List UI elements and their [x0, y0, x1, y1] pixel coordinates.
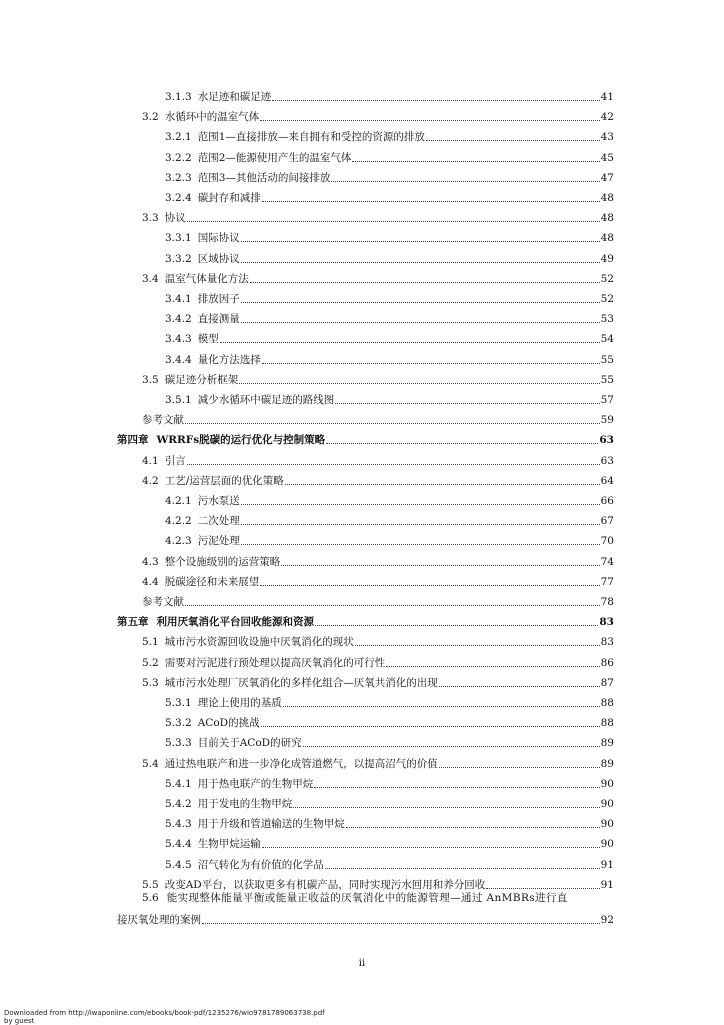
toc-entry[interactable]: [165, 230, 614, 245]
toc-leader-dots: [202, 909, 600, 924]
toc-leader-dots: [283, 692, 600, 707]
toc-entry-number: 3.2: [142, 111, 159, 124]
toc-entry-title: 污泥处理: [197, 535, 240, 548]
toc-entry[interactable]: [142, 756, 614, 771]
toc-entry-page: 83: [599, 616, 614, 629]
toc-entry-page: 87: [600, 676, 614, 689]
toc-entry-title: 污水泵送: [197, 495, 240, 507]
toc-entry-title: 需要对污泥进行预处理以提高厌氧消化的可行性: [164, 656, 386, 669]
toc-entry[interactable]: [165, 796, 614, 811]
toc-entry-page: 89: [600, 757, 614, 770]
toc-entry-page: 86: [600, 656, 614, 669]
toc-leader-dots: [262, 349, 600, 364]
toc-leader-dots: [261, 712, 600, 727]
toc-entry[interactable]: [165, 129, 614, 144]
toc-entry[interactable]: [142, 271, 614, 286]
toc-entry-page: 47: [600, 171, 614, 184]
footer-guest-line: by guest: [4, 1017, 35, 1025]
toc-leader-dots: [239, 369, 599, 384]
toc-entry-page: 43: [600, 131, 614, 144]
toc-leader-dots: [262, 833, 600, 848]
toc-entry-page: 83: [600, 636, 614, 649]
toc-entry-title: 脱碳途径和未来展望: [164, 575, 260, 588]
toc-entry-label: [117, 433, 325, 447]
toc-entry-label: [165, 130, 425, 144]
toc-entry-number: 3.2.2: [165, 151, 192, 164]
toc-entry[interactable]: [165, 331, 614, 346]
toc-entry-label: [165, 191, 261, 205]
footer-source-line: Downloaded from http://iwaponline.com/ebooks/book-pdf/1235276/wio9781789063738.pdf: [4, 1009, 325, 1017]
toc-entry-title: 改变AD平台，以获取更多有机碳产品，同时实现污水回用和养分回收: [164, 878, 486, 891]
toc-entry[interactable]: [165, 695, 614, 710]
toc-entry-number: 3.4.3: [165, 333, 192, 346]
toc-entry-number: 3.2.4: [165, 192, 192, 204]
toc-leader-dots: [241, 530, 600, 545]
toc-entry-label: [165, 292, 240, 306]
toc-entry[interactable]: [165, 150, 614, 165]
toc-entry-number: 3.1.3: [165, 91, 192, 103]
toc-entry-page: 67: [600, 515, 614, 528]
toc-entry-page: 55: [600, 353, 614, 366]
toc-entry-title: 范围2—能源使用产生的温室气体: [197, 151, 352, 164]
toc-entry-title: 范围1—直接排放—来自拥有和受控的资源的排放: [197, 131, 425, 144]
toc-entry-title: 减少水循环中碳足迹的路线图: [197, 394, 335, 406]
toc-entry[interactable]: [165, 170, 614, 185]
toc-entry-title: 沼气转化为有价值的化学品: [197, 858, 324, 871]
toc-entry-page: 90: [600, 798, 614, 810]
toc-entry-title: 二次处理: [197, 515, 240, 528]
toc-entry-number: 3.5: [142, 373, 159, 386]
toc-entry[interactable]: [165, 392, 614, 407]
toc-entry-title: 通过热电联产和进一步净化成管道燃气，以提高沼气的价值: [164, 757, 438, 770]
toc-leader-dots: [303, 732, 600, 747]
toc-leader-dots: [187, 207, 600, 222]
toc-entry-label: [142, 575, 259, 589]
toc-entry[interactable]: [142, 574, 614, 589]
toc-entry[interactable]: [142, 210, 614, 225]
toc-entry-number: 5.1: [142, 636, 159, 649]
toc-entry-title: 目前关于ACoD的研究: [197, 737, 302, 750]
toc-leader-dots: [250, 268, 600, 283]
toc-entry-title: 直接测量: [197, 313, 240, 326]
toc-entry-number: 4.2: [142, 474, 159, 487]
toc-entry-label: [142, 656, 385, 670]
toc-leader-dots: [185, 591, 600, 606]
toc-leader-dots: [285, 470, 600, 485]
toc-entry-number: 4.2.1: [165, 495, 192, 507]
toc-entry-label: [165, 858, 324, 872]
toc-entry-number: 3.3.1: [165, 232, 192, 245]
toc-entry-title: 排放因子: [197, 293, 240, 305]
toc-entry-label: [165, 332, 219, 346]
toc-entry-number: 5.4.5: [165, 858, 192, 871]
toc-entry-title: 参考文献: [142, 596, 184, 608]
toc-entry-number: 5.3: [142, 676, 159, 689]
toc-entry[interactable]: [165, 291, 614, 306]
toc-entry[interactable]: [142, 473, 614, 488]
toc-entry-title: 城市污水处理厂厌氧消化的多样化组合—厌氧共消化的出现: [164, 676, 438, 689]
toc-entry-label: [142, 413, 184, 427]
toc-entry[interactable]: [165, 352, 614, 367]
toc-entry-label: [142, 635, 354, 649]
toc-entry-number: 4.1: [142, 454, 159, 467]
toc-entry-number: 3.4: [142, 272, 159, 285]
toc-entry-label: [165, 696, 282, 710]
toc-entry-title: 碳封存和减排: [197, 192, 261, 204]
toc-entry-label: [165, 837, 261, 851]
toc-entry-number: 5.2: [142, 656, 159, 669]
toc-entry-number: 4.3: [142, 555, 159, 568]
toc-leader-dots: [262, 187, 600, 202]
toc-entry[interactable]: [165, 311, 614, 326]
toc-entry-label: [165, 90, 271, 104]
toc-entry-title: 国际协议: [197, 232, 240, 245]
toc-leader-dots: [241, 288, 600, 303]
toc-entry-label: [165, 514, 240, 528]
toc-entry-title: 量化方法选择: [197, 353, 261, 366]
toc-entry-page: 53: [600, 313, 614, 326]
toc-entry-page: 92: [600, 914, 614, 926]
toc-entry-title: 模型: [197, 333, 219, 346]
toc-entry-number: 5.3.2: [165, 717, 192, 730]
toc-entry-label: [165, 312, 240, 326]
toc-entry-title: 碳足迹分析框架: [164, 373, 239, 386]
toc-entry-number: 5.4: [142, 757, 159, 770]
toc-entry-page: 63: [600, 454, 614, 467]
toc-leader-dots: [335, 389, 599, 404]
toc-entry-number: 5.4.1: [165, 777, 192, 790]
toc-entry-label: [165, 817, 345, 831]
toc-entry-number: 第五章: [117, 616, 149, 629]
toc-entry-title: ACoD的挑战: [197, 717, 260, 730]
toc-leader-dots: [281, 551, 599, 566]
toc-leader-dots: [241, 248, 600, 263]
toc-entry[interactable]: [142, 594, 614, 609]
toc-entry-page: 70: [600, 535, 614, 548]
toc-leader-dots: [426, 126, 600, 141]
toc-entry-label: [165, 393, 334, 407]
toc-entry[interactable]: [142, 675, 614, 690]
toc-entry-title: WRRFs脱碳的运行优化与控制策略: [156, 434, 326, 447]
toc-entry-label: [165, 353, 261, 367]
toc-entry-page: 91: [600, 878, 614, 891]
toc-leader-dots: [331, 167, 599, 182]
toc-entry-page: 42: [600, 111, 614, 124]
toc-entry[interactable]: [142, 109, 614, 124]
page-number: ii: [358, 958, 366, 969]
toc-entry-title: 区域协议: [197, 252, 240, 265]
toc-entry-title: 范围3—其他活动的间接排放: [197, 171, 331, 184]
toc-entry-title: 温室气体量化方法: [164, 272, 249, 285]
toc-entry-label: [142, 373, 238, 387]
toc-entry-page: 66: [600, 495, 614, 507]
toc-entry-page: 48: [600, 232, 614, 245]
toc-entry-title: 协议: [164, 212, 186, 225]
toc-entry[interactable]: [165, 816, 614, 831]
toc-leader-dots: [325, 854, 600, 869]
toc-leader-dots: [386, 652, 599, 667]
toc-entry[interactable]: [165, 776, 614, 791]
toc-entry-label: [142, 757, 438, 771]
toc-entry[interactable]: [165, 533, 614, 548]
toc-entry-number: 5.4.2: [165, 798, 192, 810]
toc-entry-title: 工艺/运营层面的优化策略: [164, 474, 284, 487]
toc-entry-number: 3.5.1: [165, 394, 192, 406]
toc-entry-number: 5.4.3: [165, 818, 192, 831]
toc-entry-label: [165, 231, 240, 245]
toc-entry-page: 90: [600, 838, 614, 851]
toc-entry[interactable]: [165, 493, 614, 508]
toc-entry-label: [142, 110, 259, 124]
toc-leader-dots: [352, 147, 599, 162]
toc-entry-page: 59: [600, 414, 614, 427]
toc-entry-page: 45: [600, 151, 614, 164]
toc-entry[interactable]: [165, 715, 614, 730]
toc-entry-page: 88: [600, 717, 614, 730]
toc-leader-dots: [439, 753, 600, 768]
toc-entry[interactable]: [142, 372, 614, 387]
toc-entry[interactable]: [165, 513, 614, 528]
toc-entry-label: [142, 878, 485, 892]
toc-entry-number: 3.3: [142, 212, 159, 225]
toc-entry-title: 能实现整体能量平衡或能量正收益的厌氧消化中的能源管理—通过 AnMBRs进行直: [166, 892, 568, 904]
toc-leader-dots: [185, 409, 600, 424]
toc-entry-page: 90: [600, 777, 614, 790]
toc-entry-label: [165, 171, 330, 185]
toc-entry-title: 水足迹和碳足迹: [197, 91, 272, 103]
toc-entry-page: 48: [600, 192, 614, 204]
toc-entry-label: [142, 454, 186, 468]
toc-entry-title: 引言: [164, 454, 186, 467]
toc-entry-title: 用于发电的生物甲烷: [197, 798, 293, 810]
toc-entry[interactable]: [142, 634, 614, 649]
toc-entry-page: 49: [600, 252, 614, 265]
toc-leader-dots: [241, 227, 600, 242]
toc-chapter-entry[interactable]: [117, 432, 614, 447]
toc-entry-title: 用于升级和管道输送的生物甲烷: [197, 818, 345, 831]
toc-entry-number: 3.4.4: [165, 353, 192, 366]
toc-entry-page: 63: [599, 434, 614, 447]
toc-entry-number: 4.2.2: [165, 515, 192, 528]
toc-leader-dots: [241, 510, 600, 525]
toc-entry-label: [165, 797, 292, 811]
toc-entry-title: 整个设施级别的运营策略: [164, 555, 281, 568]
toc-leader-dots: [486, 874, 599, 889]
toc-entry-title: 参考文献: [142, 414, 184, 427]
download-footer: [4, 1009, 325, 1025]
toc-entry[interactable]: [165, 89, 614, 104]
toc-entry-page: 91: [600, 858, 614, 871]
toc-entry-page: 77: [600, 575, 614, 588]
toc-entry-number: 3.2.1: [165, 131, 192, 144]
toc-entry-title: 利用厌氧消化平台回收能源和资源: [156, 616, 314, 629]
toc-entry[interactable]: [165, 251, 614, 266]
toc-entry-label: [142, 676, 438, 690]
toc-entry-label: [117, 615, 314, 629]
toc-entry-number: 5.5: [142, 878, 159, 891]
toc-entry-label: [165, 494, 240, 508]
toc-entry-page: 52: [600, 293, 614, 305]
toc-entry-page: 54: [600, 333, 614, 346]
toc-entry-wrapped-line2[interactable]: [117, 912, 614, 927]
toc-entry-title: 理论上使用的基质: [197, 697, 282, 709]
toc-leader-dots: [241, 308, 600, 323]
toc-entry[interactable]: [142, 877, 614, 892]
toc-entry-label: [165, 252, 240, 266]
toc-entry-number: 3.4.1: [165, 293, 192, 305]
toc-entry[interactable]: [165, 836, 614, 851]
toc-entry-page: 74: [600, 555, 614, 568]
toc-entry-label: [165, 534, 240, 548]
toc-entry-page: 48: [600, 212, 614, 225]
toc-entry-page: 90: [600, 818, 614, 831]
toc-entry-page: 78: [600, 596, 614, 608]
toc-entry-page: 88: [600, 697, 614, 709]
toc-leader-dots: [346, 813, 600, 828]
toc-entry-number: 4.4: [142, 575, 159, 588]
toc-leader-dots: [187, 450, 600, 465]
toc-entry-label: [165, 736, 302, 750]
toc-leader-dots: [241, 490, 600, 505]
toc-entry-page: 64: [600, 474, 614, 487]
toc-entry-page: 41: [600, 91, 614, 103]
toc-entry-number: 3.2.3: [165, 171, 192, 184]
toc-leader-dots: [439, 672, 600, 687]
toc-entry-wrapped-line1[interactable]: [142, 891, 614, 905]
toc-leader-dots: [220, 328, 600, 343]
toc-entry[interactable]: [165, 857, 614, 872]
toc-entry-page: 52: [600, 272, 614, 285]
toc-entry[interactable]: [165, 735, 614, 750]
toc-entry-number: 4.2.3: [165, 535, 192, 548]
toc-entry-number: 第四章: [117, 434, 149, 447]
toc-leader-dots: [260, 571, 599, 586]
toc-entry-title: 城市污水资源回收设施中厌氧消化的现状: [164, 636, 354, 649]
toc-entry-title: 水循环中的温室气体: [164, 111, 260, 124]
toc-entry[interactable]: [142, 554, 614, 569]
toc-entry-label: [142, 474, 284, 488]
toc-entry-label: [142, 211, 186, 225]
toc-leader-dots: [355, 631, 600, 646]
toc-leader-dots: [272, 86, 599, 101]
toc-entry-number: 5.3.3: [165, 737, 192, 750]
toc-entry-title: 用于热电联产的生物甲烷: [197, 777, 314, 790]
toc-entry-label: [165, 777, 313, 791]
toc-entry-number: 5.3.1: [165, 697, 192, 709]
toc-entry-label: [142, 272, 249, 286]
toc-leader-dots: [326, 429, 598, 444]
toc-entry-page: 89: [600, 737, 614, 750]
toc-entry-label: [165, 716, 260, 730]
toc-entry-page: 57: [600, 394, 614, 406]
toc-entry-number: 5.6: [142, 892, 159, 904]
toc-entry-title: 生物甲烷运输: [197, 838, 261, 851]
toc-entry-label: [165, 151, 351, 165]
toc-entry-title: 接厌氧处理的案例: [117, 914, 201, 926]
toc-leader-dots: [314, 773, 599, 788]
toc-entry-number: 3.4.2: [165, 313, 192, 326]
toc-entry-number: 3.3.2: [165, 252, 192, 265]
toc-leader-dots: [260, 106, 599, 121]
toc-entry[interactable]: [165, 190, 614, 205]
toc-entry-label: [142, 595, 184, 609]
toc-leader-dots: [293, 793, 599, 808]
toc-entry-page: 55: [600, 373, 614, 386]
toc-leader-dots: [315, 611, 598, 626]
toc-entry[interactable]: [142, 412, 614, 427]
toc-entry[interactable]: [142, 655, 614, 670]
toc-entry-number: 5.4.4: [165, 838, 192, 851]
toc-entry-label: [142, 555, 280, 569]
toc-entry[interactable]: [142, 453, 614, 468]
toc-chapter-entry[interactable]: [117, 614, 614, 629]
